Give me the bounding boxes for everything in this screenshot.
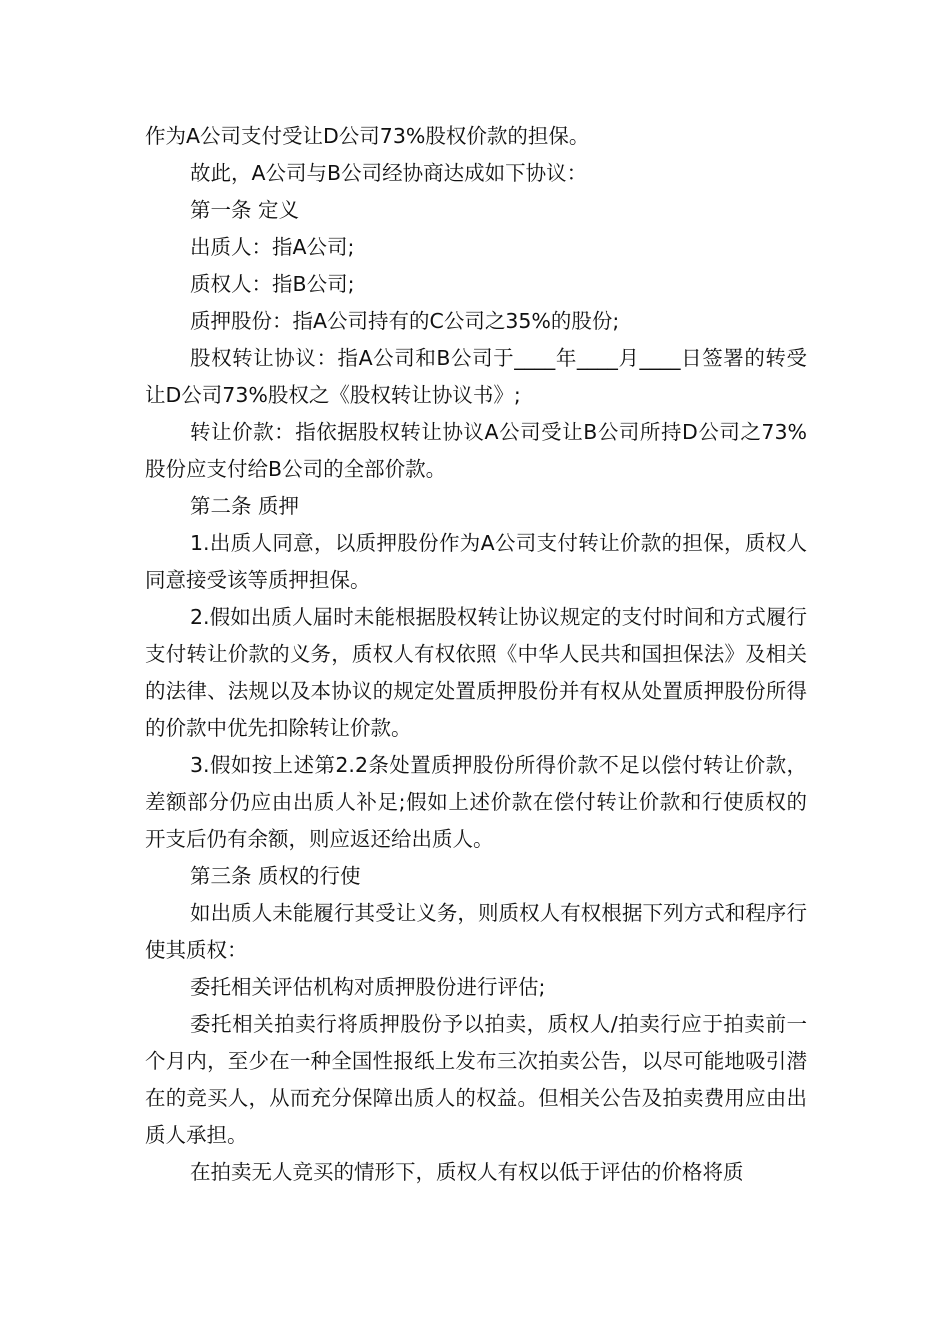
- paragraph-guarantee-intro: 作为A公司支付受让D公司73%股权价款的担保。: [145, 124, 590, 148]
- section-heading-exercise: 第三条 质权的行使: [190, 864, 361, 888]
- clause-pledge-1: 1.出质人同意，以质押股份作为A公司支付转让价款的担保，质权人同意接受该等质押担保。: [145, 531, 807, 592]
- clause-pledge-2: 2.假如出质人届时未能根据股权转让协议规定的支付时间和方式履行支付转让价款的义务，质权人有权依照《中华人民共和国担保法》及相关的法律、法规以及本协议的规定处置质押股份并有权从处置质押股份所得的价款中优先扣除转让价款。: [145, 605, 807, 740]
- definition-pledgor: 出质人：指A公司;: [190, 235, 355, 259]
- section-heading-definitions: 第一条 定义: [190, 198, 300, 222]
- clause-exercise-intro: 如出质人未能履行其受让义务，则质权人有权根据下列方式和程序行使其质权：: [145, 901, 807, 962]
- section-heading-pledge: 第二条 质押: [190, 494, 300, 518]
- definition-transfer-agreement: 股权转让协议：指A公司和B公司于____年____月____日签署的转受让D公司73%股权之《股权转让协议书》;: [145, 346, 807, 407]
- clause-exercise-valuation: 委托相关评估机构对质押股份进行评估;: [190, 975, 546, 999]
- clause-exercise-auction: 委托相关拍卖行将质押股份予以拍卖，质权人/拍卖行应于拍卖前一个月内，至少在一种全国性报纸上发布三次拍卖公告，以尽可能地吸引潜在的竞买人，从而充分保障出质人的权益。但相关公告及拍卖费用应由出质人承担。: [145, 1012, 807, 1147]
- definition-transfer-price: 转让价款：指依据股权转让协议A公司受让B公司所持D公司之73%股份应支付给B公司的全部价款。: [145, 420, 807, 481]
- definition-pledgee: 质权人：指B公司;: [190, 272, 355, 296]
- clause-pledge-3: 3.假如按上述第2.2条处置质押股份所得价款不足以偿付转让价款，差额部分仍应由出质人补足;假如上述价款在偿付转让价款和行使质权的开支后仍有余额，则应返还给出质人。: [145, 753, 807, 851]
- paragraph-agreement-intro: 故此，A公司与B公司经协商达成如下协议：: [190, 161, 588, 185]
- document-body: [145, 118, 807, 1191]
- definition-pledged-shares: 质押股份：指A公司持有的C公司之35%的股份;: [190, 309, 620, 333]
- clause-exercise-no-bidder: 在拍卖无人竞买的情形下，质权人有权以低于评估的价格将质: [190, 1160, 744, 1184]
